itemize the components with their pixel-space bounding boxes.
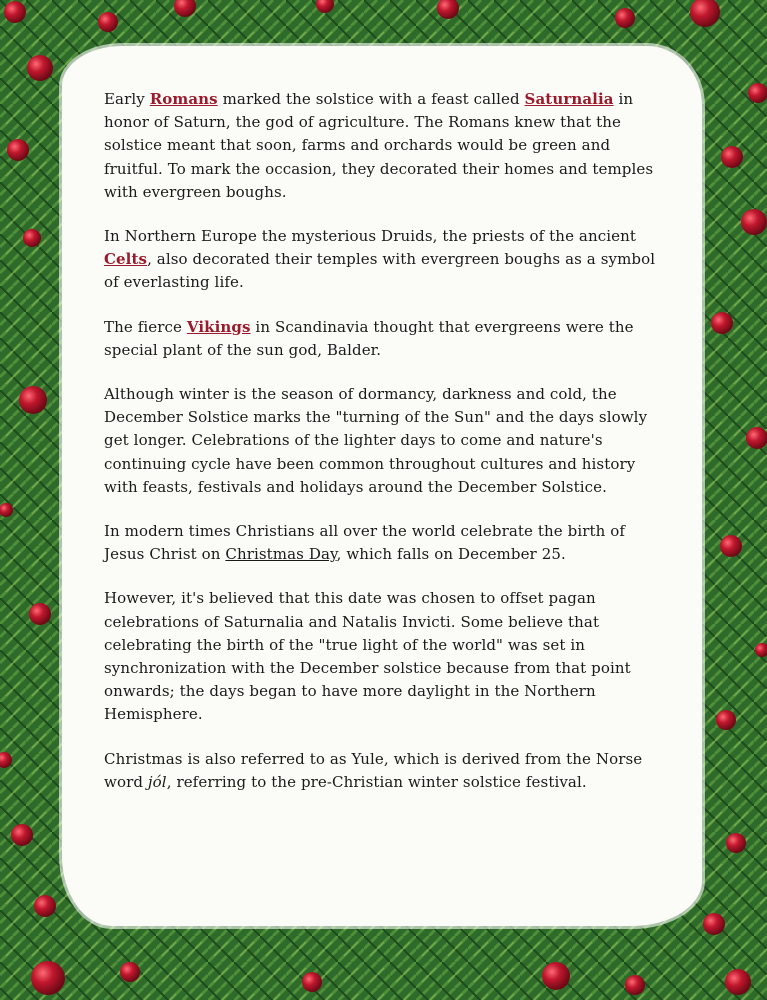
berry xyxy=(27,55,53,81)
text-span: marked the solstice with a feast called xyxy=(217,90,525,108)
berry xyxy=(31,961,65,995)
berry xyxy=(23,229,41,247)
text-span: The fierce xyxy=(104,317,187,336)
text-span: , also decorated their temples with evergreen boughs as a symbol of everlasting life. xyxy=(104,250,656,292)
article-body xyxy=(104,88,660,815)
berry xyxy=(711,312,733,334)
paragraph-however: However, it's believed that this date was chosen to offset pagan celebrations of Saturnalia and Natalis Invicti. Some believe that celebrating the birth of the "true light of the world" was set in synchronization with the December solstice because from that point onwards; the days began to have more daylight in the Northern Hemisphere. xyxy=(104,589,631,724)
berry xyxy=(19,386,47,414)
berry xyxy=(703,913,725,935)
berry xyxy=(615,8,635,28)
berry xyxy=(741,209,767,235)
paragraph-vikings xyxy=(104,316,660,362)
link-romans[interactable]: Romans xyxy=(149,90,218,108)
berry xyxy=(725,969,751,995)
text-span: Early xyxy=(104,90,150,108)
norse-word: jól xyxy=(147,772,167,791)
paragraph-yule xyxy=(104,748,660,794)
berry xyxy=(625,975,645,995)
berry xyxy=(542,962,570,990)
text-span: In Northern Europe the mysterious Druids, the priests of the ancient xyxy=(104,227,636,246)
berry xyxy=(716,710,736,730)
berry xyxy=(746,427,767,449)
link-vikings[interactable]: Vikings xyxy=(186,317,251,336)
berry xyxy=(34,895,56,917)
link-saturnalia[interactable]: Saturnalia xyxy=(524,90,614,108)
paragraph-romans xyxy=(104,88,660,204)
berry xyxy=(98,12,118,32)
paragraph-druids xyxy=(104,225,660,295)
berry xyxy=(4,1,26,23)
berry xyxy=(726,833,746,853)
text-span: in Scandinavia thought that evergreens were the special plant of the sun god, Balder. xyxy=(104,317,634,359)
link-christmas-day[interactable]: Christmas Day xyxy=(225,545,337,564)
text-span: , referring to the pre-Christian winter solstice festival. xyxy=(166,772,587,791)
berry xyxy=(120,962,140,982)
berry xyxy=(302,972,322,992)
berry xyxy=(7,139,29,161)
berry xyxy=(720,535,742,557)
paragraph-christmas-day xyxy=(104,520,660,566)
text-span: Christmas is also referred to as Yule, which is derived from the Norse word xyxy=(104,749,643,791)
berry xyxy=(29,603,51,625)
text-span: in honor of Saturn, the god of agriculture. The Romans knew that the solstice meant that soon, farms and orchards would be green and fruitful. To mark the occasion, they decorated their homes and temples with evergreen boughs. xyxy=(104,90,654,201)
berry xyxy=(721,146,743,168)
paragraph-solstice: Although winter is the season of dormancy, darkness and cold, the December Solstice marks the "turning of the Sun" and the days slowly get longer. Celebrations of the lighter days to come and nature's continuing cycle have been common throughout cultures and history with feasts, festivals and holidays around the December Solstice. xyxy=(104,385,648,496)
text-span: In modern times Christians all over the world celebrate the birth of Jesus Christ on xyxy=(104,522,626,564)
berry xyxy=(11,824,33,846)
link-celts[interactable]: Celts xyxy=(104,250,148,269)
text-span: , which falls on December 25. xyxy=(336,545,566,564)
